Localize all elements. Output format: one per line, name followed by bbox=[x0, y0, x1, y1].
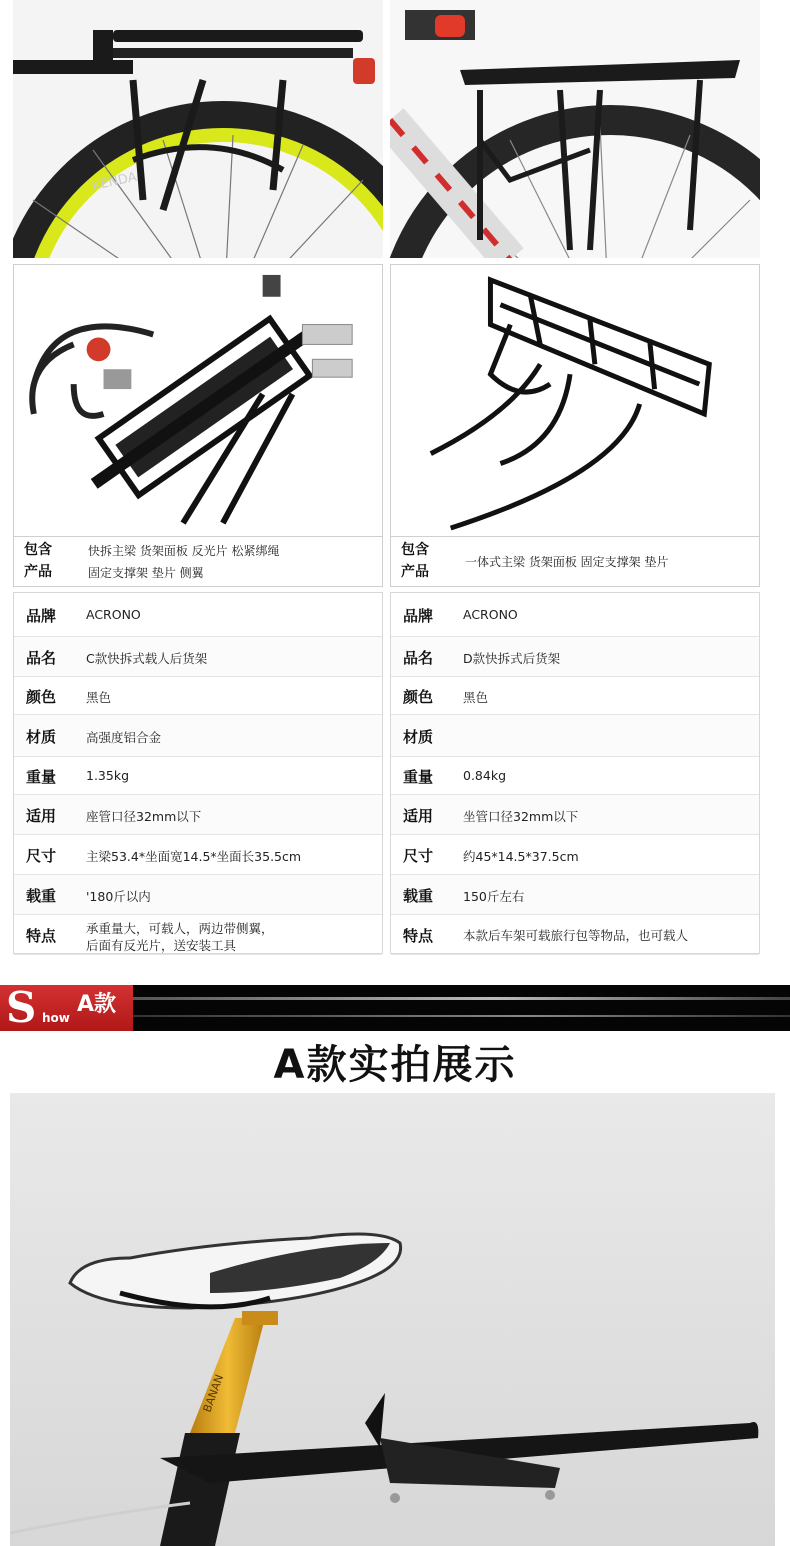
spec-value: 坐管口径32mm以下 bbox=[463, 809, 579, 824]
spec-value: 座管口径32mm以下 bbox=[86, 809, 202, 824]
spec-key: 品牌 bbox=[26, 607, 57, 625]
saddle-and-rack-photo bbox=[10, 1093, 775, 1546]
spec-value: ACRONO bbox=[463, 607, 518, 622]
spec-value: 150斤左右 bbox=[463, 889, 525, 904]
spec-value: D款快拆式后货架 bbox=[463, 651, 561, 666]
package-items-line2: 固定支撑架 垫片 侧翼 bbox=[88, 566, 204, 580]
spec-key: 颜色 bbox=[403, 688, 434, 706]
spec-row bbox=[391, 915, 759, 955]
spec-value: '180斤以内 bbox=[86, 889, 151, 904]
package-label-line2: 产品 bbox=[24, 564, 52, 580]
spec-key: 品名 bbox=[403, 649, 434, 667]
package-contents-d bbox=[390, 537, 760, 587]
spec-row bbox=[391, 875, 759, 915]
spec-row bbox=[14, 795, 382, 835]
spec-value bbox=[86, 920, 274, 954]
package-label-line1: 包含 bbox=[24, 542, 52, 558]
spec-key: 品名 bbox=[26, 649, 57, 667]
spec-row bbox=[391, 835, 759, 875]
package-items bbox=[88, 540, 374, 584]
spec-row bbox=[14, 677, 382, 715]
spec-key: 尺寸 bbox=[26, 847, 57, 865]
spec-value-line1: 承重量大，可载人，两边带侧翼， bbox=[86, 921, 274, 936]
package-label bbox=[401, 539, 441, 583]
section-title: A款实拍展示 bbox=[273, 1042, 517, 1088]
spec-key: 特点 bbox=[26, 927, 57, 945]
banner-big-letter: S bbox=[6, 985, 37, 1031]
spec-row bbox=[391, 677, 759, 715]
spec-key: 重量 bbox=[26, 768, 57, 786]
spec-row bbox=[391, 593, 759, 637]
spec-value: 黑色 bbox=[86, 690, 112, 705]
spec-row bbox=[14, 875, 382, 915]
package-label bbox=[24, 539, 64, 583]
spec-row bbox=[14, 757, 382, 795]
spec-value: 1.35kg bbox=[86, 768, 130, 783]
spec-value: C款快拆式载人后货架 bbox=[86, 651, 208, 666]
bike-rack-c-photo bbox=[13, 0, 383, 258]
spec-row bbox=[14, 637, 382, 677]
banner-stripe-lower bbox=[133, 1015, 790, 1017]
spec-value: 约45*14.5*37.5cm bbox=[463, 849, 579, 864]
spec-value bbox=[463, 927, 688, 944]
spec-row bbox=[391, 637, 759, 677]
spec-value: 高强度铝合金 bbox=[86, 730, 162, 745]
spec-row bbox=[391, 757, 759, 795]
spec-key: 特点 bbox=[403, 927, 434, 945]
spec-row bbox=[14, 915, 382, 955]
package-label-line1: 包含 bbox=[401, 542, 429, 558]
package-label-line2: 产品 bbox=[401, 564, 429, 580]
spec-key: 载重 bbox=[26, 887, 57, 905]
spec-row bbox=[14, 715, 382, 757]
banner-model-label: A款 bbox=[77, 992, 117, 1017]
spec-value: 黑色 bbox=[463, 690, 489, 705]
banner-stripe bbox=[133, 997, 790, 1000]
spec-key: 材质 bbox=[403, 728, 434, 746]
show-banner bbox=[0, 985, 790, 1031]
svg-text:BANAN: BANAN bbox=[200, 1372, 227, 1415]
spec-key: 载重 bbox=[403, 887, 434, 905]
rack-d-product-photo bbox=[390, 264, 760, 537]
bike-rack-d-photo bbox=[390, 0, 760, 258]
spec-value-line2: 后面有反光片，送安装工具 bbox=[86, 938, 237, 953]
banner-small-word: how bbox=[42, 1011, 70, 1025]
spec-row bbox=[14, 835, 382, 875]
spec-value: 主梁53.4*坐面宽14.5*坐面长35.5cm bbox=[86, 849, 302, 864]
spec-key: 尺寸 bbox=[403, 847, 434, 865]
spec-row bbox=[14, 593, 382, 637]
spec-table-d bbox=[390, 592, 760, 954]
spec-key: 品牌 bbox=[403, 607, 434, 625]
spec-value: 0.84kg bbox=[463, 768, 507, 783]
spec-table-c bbox=[13, 592, 383, 954]
rack-c-parts-photo bbox=[13, 264, 383, 537]
spec-key: 重量 bbox=[403, 768, 434, 786]
spec-value-line1: 本款后车架可载旅行包等物品，也可载人 bbox=[463, 928, 689, 943]
package-items-line1: 一体式主梁 货架面板 固定支撑架 垫片 bbox=[465, 555, 669, 569]
spec-row bbox=[391, 795, 759, 835]
package-contents-c bbox=[13, 537, 383, 587]
svg-text:KENDA: KENDA bbox=[90, 169, 138, 194]
spec-value: ACRONO bbox=[86, 607, 141, 622]
spec-key: 适用 bbox=[403, 807, 434, 825]
spec-key: 适用 bbox=[26, 807, 57, 825]
spec-key: 材质 bbox=[26, 728, 57, 746]
package-items-line1: 快拆主梁 货架面板 反光片 松紧绑绳 bbox=[88, 544, 280, 558]
spec-key: 颜色 bbox=[26, 688, 57, 706]
package-items bbox=[465, 551, 751, 573]
spec-row bbox=[391, 715, 759, 757]
